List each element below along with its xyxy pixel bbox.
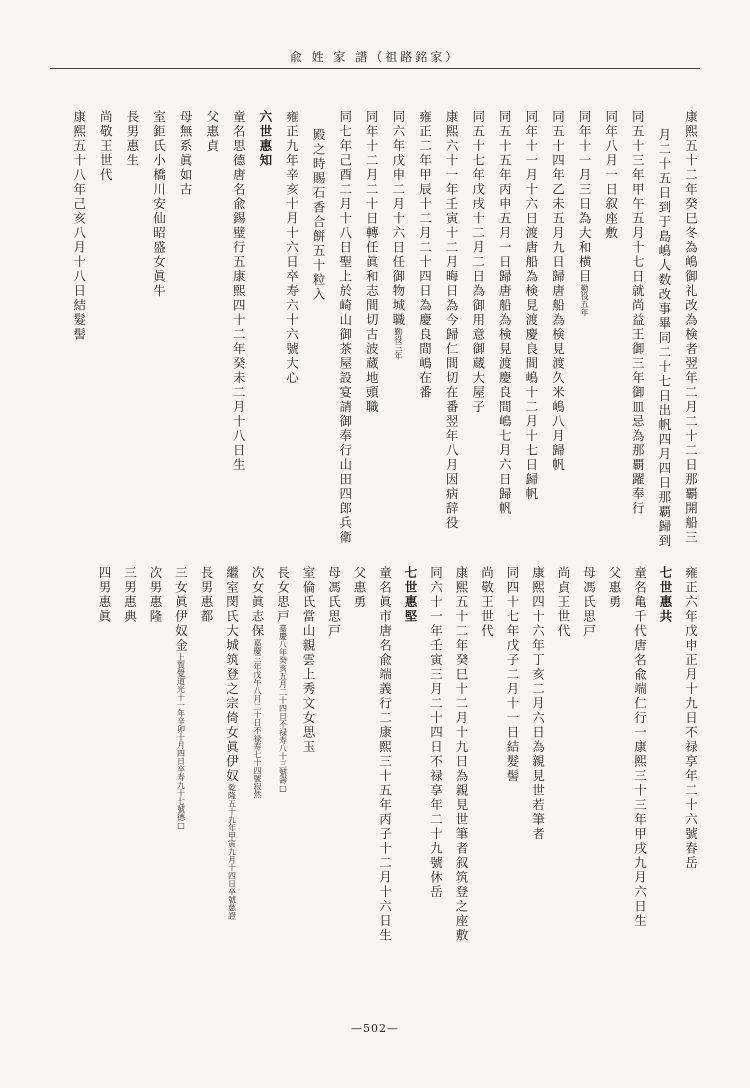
column-note: 乾隆五十九年甲寅九月十四日卒號慈證 (227, 783, 237, 920)
text-column (429, 566, 442, 900)
column-text: 同五十五年丙申五月一日歸唐船為検見渡慶良間嶋七月六日歸帆 (497, 110, 513, 516)
column-text: 同六年戊申二月十六日任御物城職 (390, 110, 406, 328)
text-column (480, 566, 493, 639)
column-text: 尚敬王世代 (479, 566, 495, 639)
column-text: 尚貞王世代 (556, 566, 571, 639)
column-text: 尚敬王世代 (98, 110, 114, 183)
column-text: 同四十七年戊子二月十一日結髮髻 (505, 566, 520, 784)
text-column (125, 110, 138, 168)
column-text: 同年十二月二十日轉任眞和志間切古波蔵地頭職 (364, 110, 380, 415)
text-column (418, 110, 431, 400)
text-column (200, 566, 213, 624)
column-text: 同年十一月三日為大和横目 (577, 110, 593, 284)
text-column (179, 110, 192, 197)
column-text: 童名亀千代唐名兪端仁行一康熙三十三年甲戌九月六日生 (632, 566, 648, 929)
column-text: 康熙五十八年己亥八月十八日結髮髻 (71, 110, 87, 342)
text-column (378, 566, 391, 943)
column-note: 嘉慶八年癸亥五月二十四日不禄寿八十三號壽□ (278, 624, 288, 793)
text-column (353, 566, 366, 610)
column-text: 雍正六年戊申正月十九日不禄享年二十六號春岳 (683, 566, 699, 871)
text-column (391, 110, 404, 360)
text-column (506, 566, 519, 784)
text-column (72, 110, 85, 342)
column-note: 勤役五年 (580, 284, 590, 316)
text-column (582, 566, 595, 639)
text-column (98, 566, 111, 624)
text-column (471, 110, 484, 415)
column-text: 父惠勇 (607, 566, 622, 610)
text-column (684, 566, 697, 871)
text-column (338, 110, 351, 545)
column-text: 父惠貞 (204, 110, 220, 154)
column-text: 室倫氏當山親雲上秀文女思玉 (301, 566, 316, 755)
column-text: 康熙六十一年壬寅十二月晦日為今歸仁間切在番翌年八月因病辞役 (444, 110, 460, 531)
column-text: 母無系眞如古 (178, 110, 194, 197)
column-text: 繼室閔氏大城筑登之宗倚女眞伊奴 (224, 566, 240, 784)
column-text: 同五十四年乙未五月九日歸唐船為検見渡久米嶋八月歸帆 (550, 110, 566, 473)
text-column (365, 110, 378, 415)
column-text: 三男惠典 (122, 566, 138, 624)
text-column (578, 110, 591, 316)
page-number: —502— (351, 1022, 399, 1035)
text-column (99, 110, 112, 183)
column-text: 四男惠眞 (97, 566, 112, 624)
text-column (174, 566, 187, 830)
column-note: 上賀覺道光十一年辛卯十月四日卒寿九十七號德□ (176, 653, 186, 830)
text-column (152, 110, 165, 299)
text-column (123, 566, 136, 624)
text-column (302, 566, 315, 755)
column-text: 三女眞伊奴金 (173, 566, 189, 653)
text-column (498, 110, 511, 516)
text-column (276, 566, 289, 793)
text-column (205, 110, 218, 154)
column-text: 同年八月一日叙座敷 (603, 110, 619, 241)
column-text: 同五十三年甲午五月十七日就尚益王御三年御皿忌為那覇躍奉行 (630, 110, 646, 516)
column-text: 次男惠隆 (148, 566, 163, 624)
text-column (557, 566, 570, 639)
generation-heading (659, 566, 672, 624)
column-text: 六世惠知 (257, 110, 273, 168)
column-text: 母馮氏思戸 (326, 566, 342, 639)
column-text: 殿之時賜石香合餅五十粒入 (311, 128, 327, 302)
column-note: 嘉慶三年戊午八月二十日不禄寿七十四號寂然 (253, 638, 262, 799)
text-column (225, 566, 238, 920)
header-rule (50, 68, 700, 69)
text-column (684, 110, 697, 545)
column-text: 父惠勇 (352, 566, 367, 610)
column-text: 同五十七年戊戌十二月二日為御用意御蔵大屋子 (470, 110, 486, 415)
column-text: 雍正九年辛亥十月十六日卒寿六十六號大心 (284, 110, 300, 386)
column-text: 康熙五十二年癸巳冬為嶋御礼改為検者翌年二月二十二日那覇開船三 (683, 110, 699, 545)
column-text: 童名眞市唐名兪端義行二康熙三十五年丙子十二月十六日生 (377, 566, 393, 943)
column-text: 七世惠共 (658, 566, 673, 624)
text-column (285, 110, 298, 386)
text-column (327, 566, 340, 639)
text-column (524, 110, 537, 502)
text-column (232, 110, 245, 473)
column-text: 童名思德唐名兪錫璧行五康熙四十二年癸未二月十八日生 (231, 110, 247, 473)
column-note: 勤役三年 (393, 327, 403, 360)
text-column (631, 110, 644, 516)
column-text: 次女眞志保 (250, 566, 265, 639)
text-column (608, 566, 621, 610)
text-column (551, 110, 564, 473)
column-text: 長女思戸 (275, 566, 291, 624)
generation-heading (404, 566, 417, 624)
column-text: 七世惠堅 (403, 566, 418, 624)
column-text: 長男惠生 (124, 110, 140, 168)
column-text: 同年十一月十六日渡唐船為検見渡慶良間嶋十二月十七日歸帆 (523, 110, 539, 502)
generation-heading (258, 110, 271, 168)
text-column (633, 566, 646, 929)
column-text: 長男惠都 (199, 566, 214, 624)
column-text: 雍正二年甲辰十二月二十四日為慶良間嶋在番 (417, 110, 433, 400)
column-text: 康熙四十六年丁亥二月六日為親見世若筆者 (530, 566, 546, 842)
column-text: 同七年己酉二月十八日聖上於崎山御茶屋設宴請御奉行山田四郎兵衛 (337, 110, 353, 545)
column-text: 同六十一年壬寅三月二十四日不禄享年二十九號休岳 (428, 566, 444, 900)
text-column (312, 128, 325, 302)
text-column (531, 566, 544, 842)
text-column (445, 110, 458, 531)
column-text: 母馮氏思戸 (581, 566, 597, 639)
text-column (251, 566, 264, 799)
column-text: 康熙五十二年癸巳十二月十九日為親見世筆者叙筑登之座敷 (454, 566, 469, 943)
page-header: 兪 姓 家 譜（祖路銘家） (289, 50, 461, 64)
text-column (455, 566, 468, 943)
text-column (149, 566, 162, 624)
column-text: 室鉅氏小橋川安仙昭盛女眞牛 (151, 110, 167, 299)
text-column (604, 110, 617, 241)
text-column (657, 128, 670, 549)
column-text: 月二十五日到于島嶋人数改事畢同二十七日出帆四月四日那覇歸到 (656, 128, 672, 549)
